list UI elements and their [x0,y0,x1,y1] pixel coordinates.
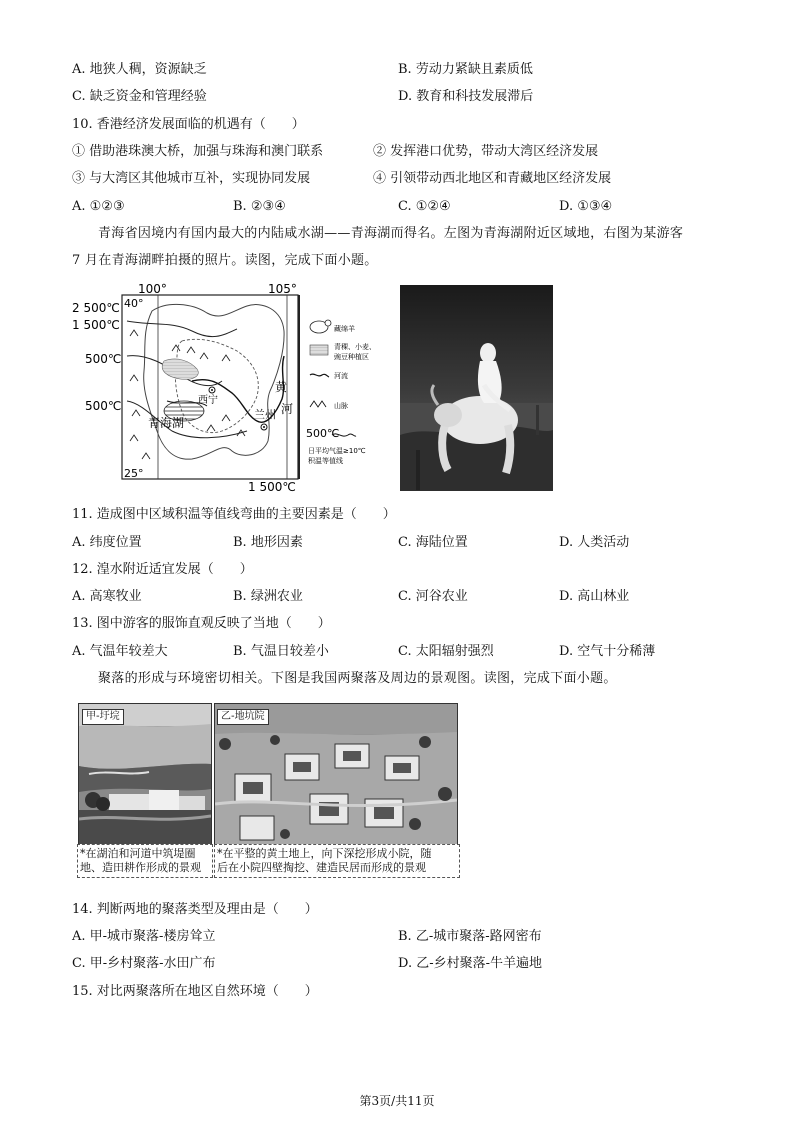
q9-option-b: B. 劳动力紧缺且素质低 [398,62,533,77]
figure-jia-tag: 甲-圩垸 [82,709,124,725]
q10-statement-1: ① 借助港珠澳大桥，加强与珠海和澳门联系 [72,144,324,159]
q13-option-a: A. 气温年较差大 [72,644,168,659]
passage-1-line-2: 7 月在青海湖畔拍摄的照片。读图，完成下面小题。 [72,253,378,268]
figure-jia-caption-line-1: *在湖泊和河道中筑堤圈 [80,847,196,860]
legend-crop-label-2: 豌豆种植区 [334,353,369,361]
legend-river-label: 河流 [334,372,348,380]
q11-option-a: A. 纬度位置 [72,535,142,550]
q14-option-c: C. 甲-乡村聚落-水田广布 [72,956,216,971]
yellow-river-label-2: 河 [281,402,294,416]
q12-option-b: B. 绿洲农业 [233,589,303,604]
legend-sheep-label: 藏绵羊 [334,325,355,333]
lon-105-label: 105° [268,282,297,296]
legend-crop-label-1: 青稞、小麦、 [334,343,376,351]
yellow-river-label-1: 黄 [275,380,288,394]
isoline-2500-label: 2 500℃ [72,301,120,315]
q12-stem: 12. 湟水附近适宜发展（ ） [72,562,253,577]
isoline-500-b-label: 500℃ [85,399,122,413]
lat-40-label: 40° [124,297,144,310]
lanzhou-label: 兰州 [254,408,276,421]
crop-area-icon [310,345,328,355]
q13-option-d: D. 空气十分稀薄 [559,644,656,659]
qinghai-lake-region-map [72,281,394,497]
page-number: 第3页/共11页 [359,1094,435,1108]
q10-statement-2: ② 发挥港口优势，带动大湾区经济发展 [373,144,599,159]
q9-option-a: A. 地狭人稠，资源缺乏 [72,62,207,77]
qinghai-lake-label: 青海湖 [148,416,185,430]
mountain-icon [310,401,326,407]
q11-stem: 11. 造成图中区域积温等值线弯曲的主要因素是（ ） [72,507,396,522]
q13-stem: 13. 图中游客的服饰直观反映了当地（ ） [72,616,331,631]
legend-mountain-label: 山脉 [334,402,348,410]
q10-option-b: B. ②③④ [233,199,286,214]
weiyuan-landscape-image [79,704,211,844]
isoline-1500-top-label: 1 500℃ [72,318,120,332]
xining-label: 西宁 [198,395,218,406]
q14-option-b: B. 乙-城市聚落-路网密布 [398,929,542,944]
q10-statement-4: ④ 引领带动西北地区和青藏地区经济发展 [373,171,612,186]
isoline-1500-bottom-label: 1 500℃ [248,480,296,494]
map-legend [310,320,356,436]
q12-option-c: C. 河谷农业 [398,589,468,604]
legend-isoline-label-1: 日平均气温≥10℃ [308,447,366,455]
q13-option-b: B. 气温日较差小 [233,644,329,659]
figure-jia-caption [77,844,213,878]
q14-option-a: A. 甲-城市聚落-楼房耸立 [72,929,216,944]
q10-option-c: C. ①②④ [398,199,451,214]
figure-yi-caption [214,844,460,878]
figure-jia-caption-line-2: 地、造田耕作形成的景观 [80,861,201,874]
q14-stem: 14. 判断两地的聚落类型及理由是（ ） [72,902,318,917]
legend-isoline-label-2: 积温等值线 [308,457,343,465]
passage-2: 聚落的形成与环境密切相关。下图是我国两聚落及周边的景观图。读图，完成下面小题。 [98,671,617,686]
dikengyuan-landscape-image [215,704,457,844]
lat-25-label: 25° [124,467,144,480]
q10-option-d: D. ①③④ [559,199,613,214]
lon-100-label: 100° [138,282,167,296]
q11-option-c: C. 海陆位置 [398,535,468,550]
q10-stem: 10. 香港经济发展面临的机遇有（ ） [72,117,305,132]
river-icon [310,374,329,377]
q11-option-b: B. 地形因素 [233,535,303,550]
passage-1-line-1: 青海省因境内有国内最大的内陆咸水湖——青海湖而得名。左图为青海湖附近区域地，右图为某游客 [98,226,684,241]
tourist-yak-photo [400,285,553,491]
q12-option-a: A. 高寒牧业 [72,589,142,604]
q14-option-d: D. 乙-乡村聚落-牛羊遍地 [398,956,543,971]
legend-isoline-value: 500℃ [306,427,340,440]
figure-yi-tag: 乙-地坑院 [217,709,269,725]
q11-option-d: D. 人类活动 [559,535,630,550]
q10-option-a: A. ①②③ [72,199,125,214]
q9-option-d: D. 教育和科技发展滞后 [398,89,534,104]
isoline-500-a-label: 500℃ [85,352,122,366]
sheep-icon [310,320,331,333]
q15-stem: 15. 对比两聚落所在地区自然环境（ ） [72,984,318,999]
q13-option-c: C. 太阳辐射强烈 [398,644,494,659]
q10-statement-3: ③ 与大湾区其他城市互补，实现协同发展 [72,171,311,186]
figure-yi-caption-line-2: 后在小院四壁掏挖、建造民居而形成的景观 [217,861,426,874]
figure-yi-caption-line-1: *在平整的黄土地上，向下深挖形成小院，随 [217,847,432,860]
q9-option-c: C. 缺乏资金和管理经验 [72,89,207,104]
q12-option-d: D. 高山林业 [559,589,630,604]
